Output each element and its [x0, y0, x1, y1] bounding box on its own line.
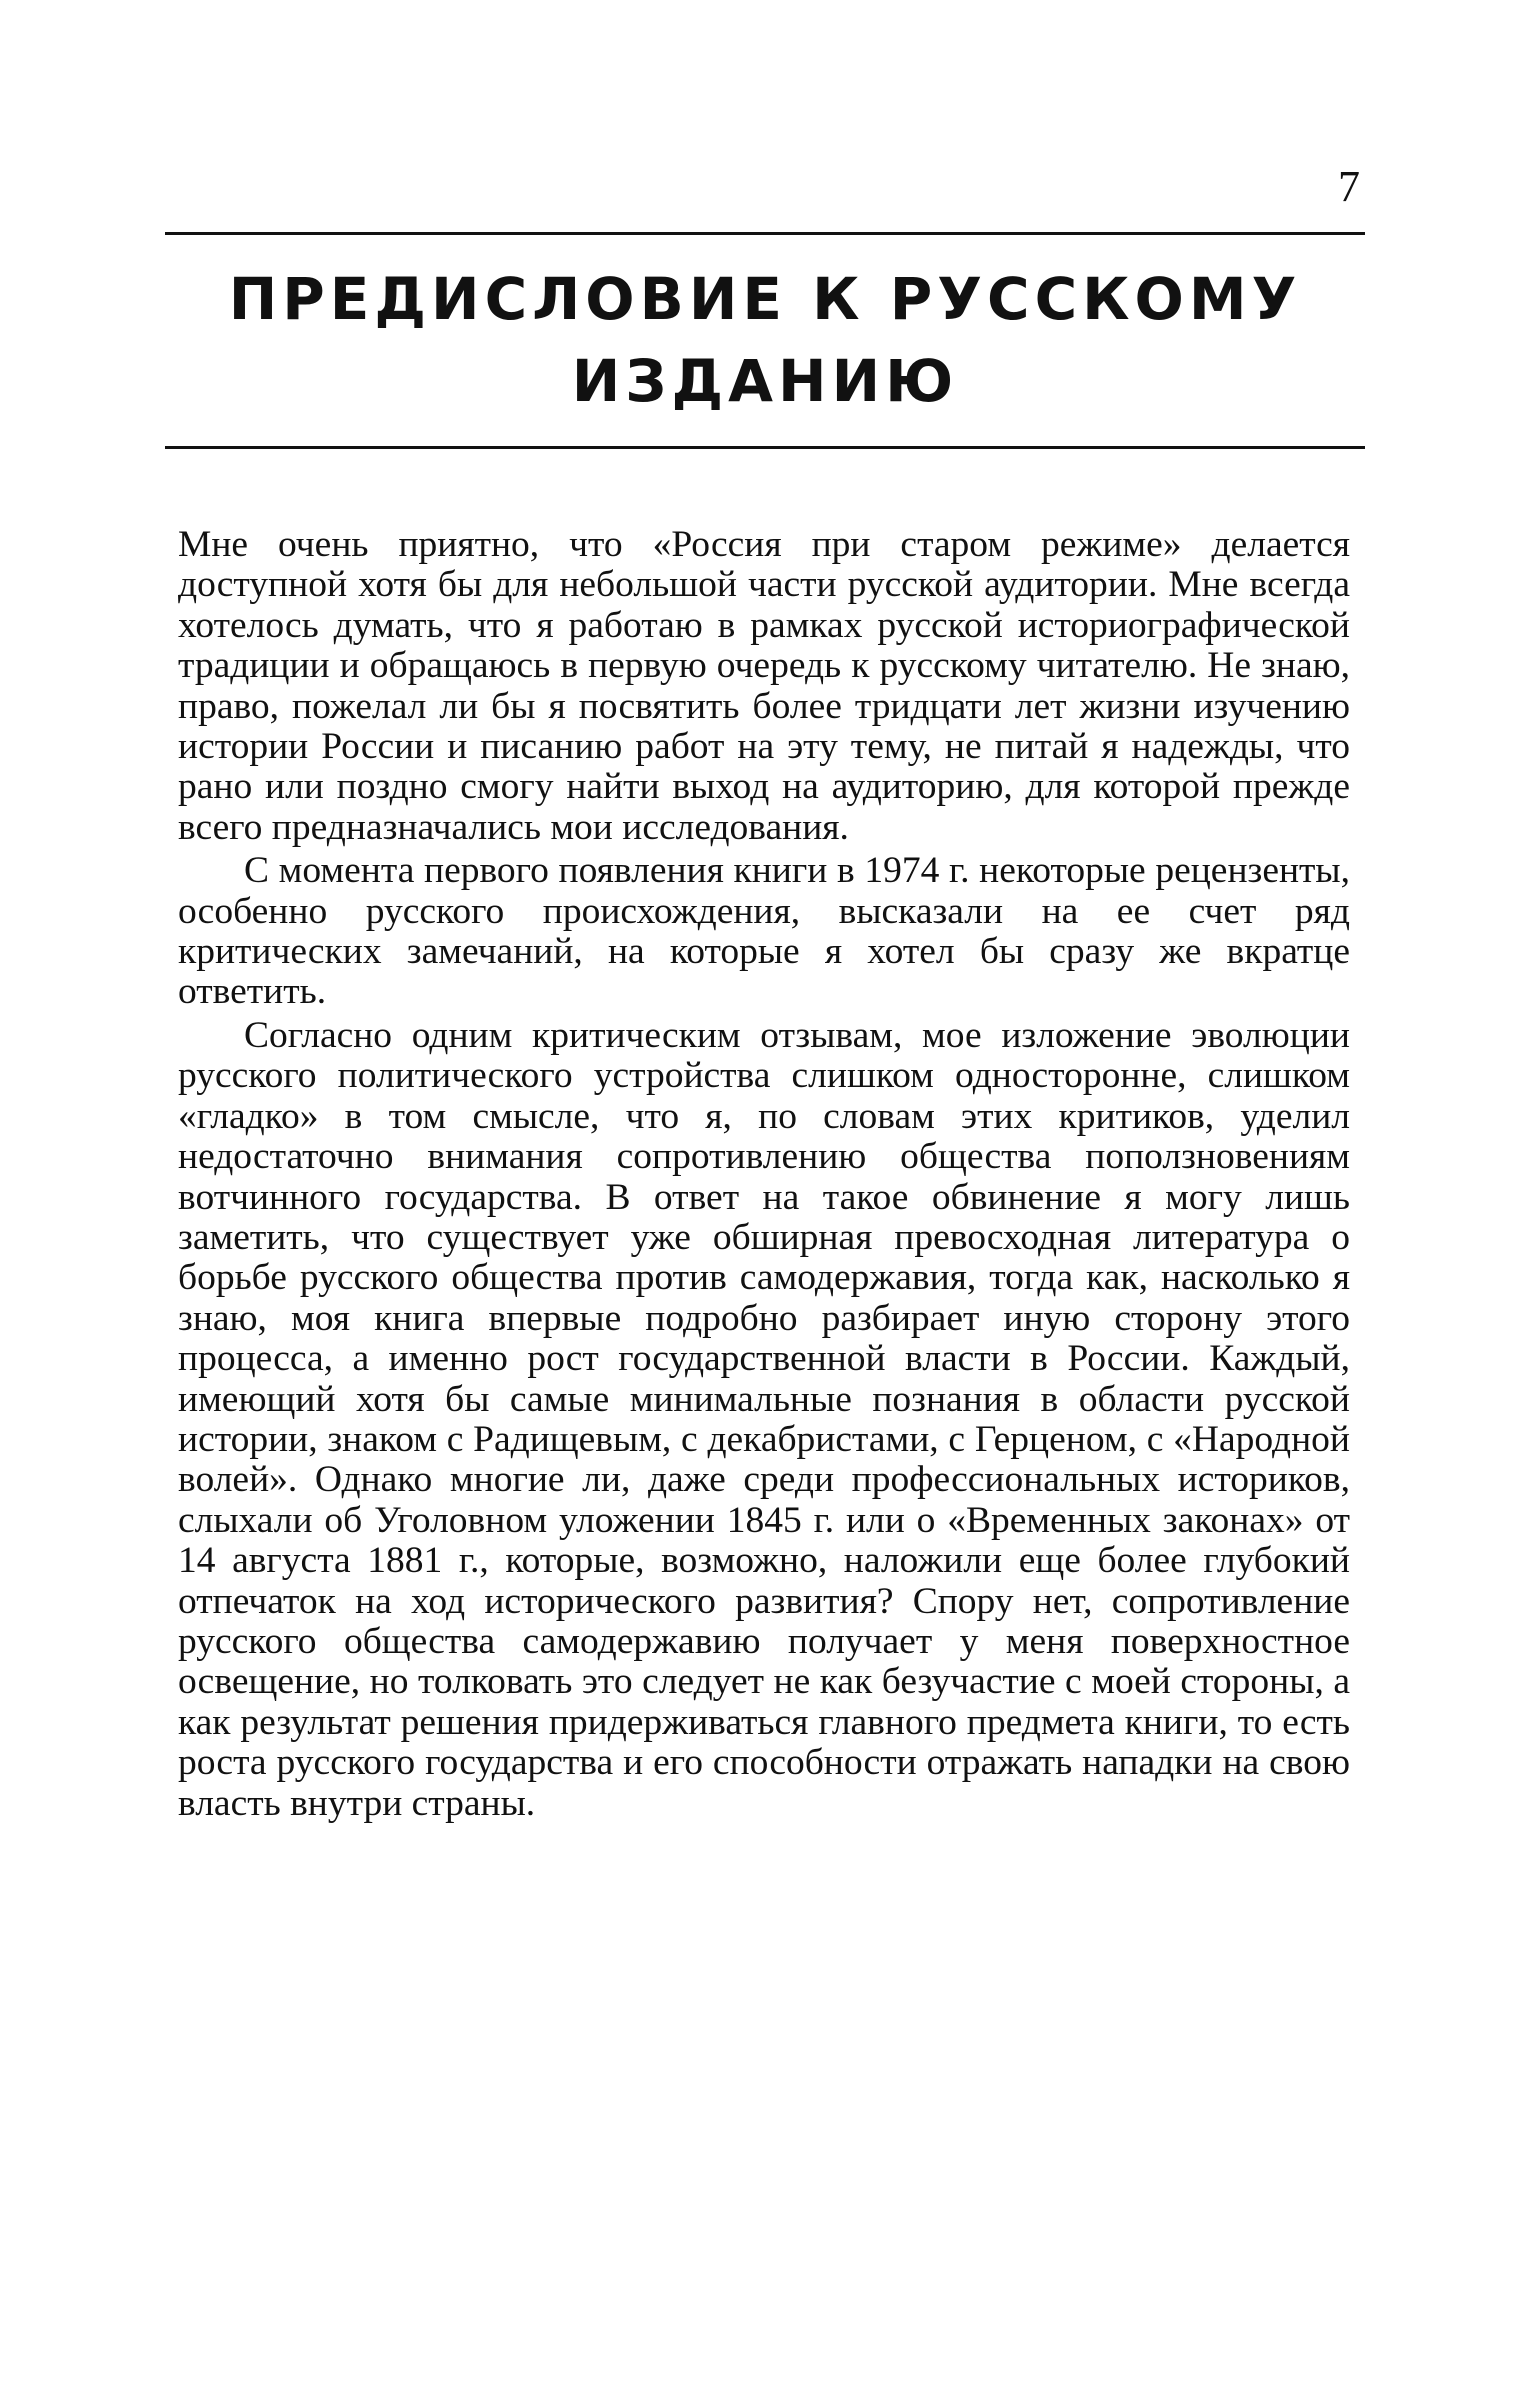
paragraph: Мне очень приятно, что «Россия при старом режиме» делается доступной хотя бы для небольшой части русской аудитории. Мне всегда хотелось думать, что я работаю в рамках русской историографической традиции и обращаюсь в первую очередь к русскому читателю. Не знаю, право, пожелал ли бы я посвятить более тридцати лет жизни изучению истории России и писанию работ на эту тему, не питай я надежды, что рано или поздно смогу найти выход на аудиторию, для которой прежде всего предназначались мои исследования. — [178, 524, 1350, 848]
chapter-title — [165, 258, 1365, 422]
body-text — [178, 525, 1350, 1824]
chapter-title-line-2: ИЗДАНИЮ — [571, 347, 959, 415]
paragraph: С момента первого появления книги в 1974 г. некоторые рецензенты, особенно русского происхождения, высказали на ее счет ряд критических замечаний, на которые я хотел бы сразу же вкратце ответить. — [178, 850, 1350, 1013]
chapter-title-line-1: ПРЕДИСЛОВИЕ К РУССКОМУ — [228, 265, 1302, 333]
page-number: 7 — [1338, 162, 1360, 211]
paragraph: Согласно одним критическим отзывам, мое изложение эволюции русского политического устройства слишком односторонне, слишком «гладко» в том смысле, что я, по словам этих критиков, уделил недостаточно внимания сопротивлению общества поползновениям вотчинного государства. В ответ на такое обвинение я могу лишь заметить, что существует уже обширная превосходная литература о борьбе русского общества против самодержавия, тогда как, насколько я знаю, моя книга впервые подробно разбирает иную сторону этого процесса, а именно рост государственной власти в России. Каждый, имеющий хотя бы самые минимальные познания в области русской истории, знаком с Радищевым, с декабристами, с Герценом, с «Народной волей». Однако многие ли, даже среди профессиональных историков, слыхали об Уголовном уложении 1845 г. или о «Временных законах» от 14 августа 1881 г., которые, возможно, наложили еще более глубокий отпечаток на ход исторического развития? Спору нет, сопротивление русского общества самодержавию получает у меня поверхностное освещение, но толковать это следует не как безучастие с моей стороны, а как результат решения придерживаться главного предмета книги, то есть роста русского государства и его способности отражать нападки на свою власть внутри страны. — [178, 1014, 1350, 1824]
top-rule — [165, 232, 1365, 235]
bottom-rule — [165, 446, 1365, 449]
